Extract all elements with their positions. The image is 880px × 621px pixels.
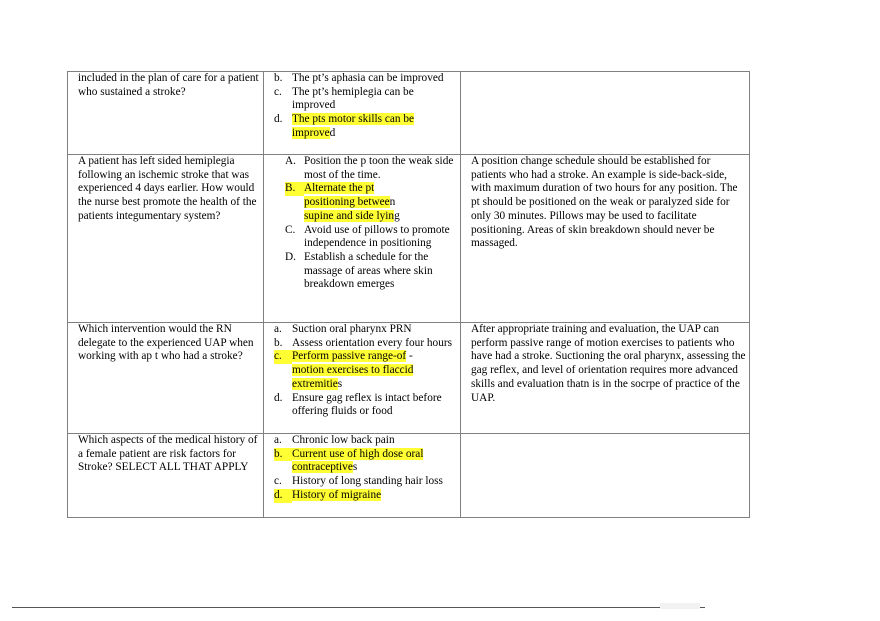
- option-label: d.: [274, 113, 283, 126]
- rationale-cell: [461, 72, 750, 155]
- question-cell: [68, 72, 264, 155]
- option-text-tail: n: [389, 196, 396, 209]
- answer-option-highlighted: [274, 489, 459, 503]
- option-text: Chronic low back pain: [292, 434, 395, 446]
- option-text-tail: d: [329, 126, 336, 139]
- highlighted-text: The pts motor skills can be improve: [292, 113, 415, 139]
- rationale-cell: [461, 155, 750, 323]
- highlighted-text: History of migraine: [292, 488, 382, 501]
- answers-cell: [264, 72, 461, 155]
- question-text: Which intervention would the RN delegate to the experienced UAP when working with ap t who had a stroke?: [78, 323, 254, 363]
- option-text: The pt’s hemiplegia can be improved: [292, 85, 414, 112]
- answer-option-highlighted: [285, 182, 459, 223]
- option-label: c.: [274, 85, 282, 98]
- answer-option: [285, 251, 459, 292]
- option-text: [292, 448, 459, 475]
- option-label: d.: [274, 391, 283, 404]
- option-label: c.: [274, 350, 292, 364]
- answer-option: [274, 72, 459, 86]
- table-row: [68, 72, 750, 155]
- rationale-text: After appropriate training and evaluation, the UAP can perform passive range of motion exercises to patients who have had a stroke. Suctioning the oral pharynx, assessing the gag reflex, and level of orientation requires more advanced skills and evaluation thatn is in the socrpe of practice of the UAP.: [471, 323, 746, 404]
- highlighted-text: supine and side lyin: [304, 209, 395, 222]
- answers-cell: [264, 323, 461, 434]
- option-text: Assess orientation every four hours: [292, 336, 453, 349]
- table-row: [68, 155, 750, 323]
- question-table: [67, 71, 750, 518]
- rationale-cell: [461, 434, 750, 518]
- answer-option: [285, 224, 459, 251]
- answer-option-highlighted: [274, 448, 459, 475]
- highlighted-text: motion exercises to flaccid: [292, 364, 414, 377]
- answer-option: [274, 337, 459, 351]
- option-label: A.: [285, 155, 296, 167]
- question-text: A patient has left sided hemiplegia following an ischemic stroke that was experienced 4 days earlier. How would the nurse best promote the health of the patients integumentary system?: [78, 155, 257, 222]
- answer-option: [274, 323, 459, 337]
- option-text-tail: s: [337, 377, 343, 390]
- option-label: b.: [274, 336, 283, 349]
- question-text: Which aspects of the medical history of a female patient are risk factors for Stroke? SELECT ALL THAT APPLY: [78, 434, 258, 474]
- option-text: History of long standing hair loss: [292, 475, 443, 488]
- option-label: a.: [274, 434, 282, 446]
- option-text: The pt’s aphasia can be improved: [292, 72, 444, 84]
- answer-option: [285, 155, 459, 182]
- question-text: included in the plan of care for a patient who sustained a stroke?: [78, 72, 259, 98]
- option-text: [292, 113, 459, 140]
- option-text: Position the p toon the weak side most of the time.: [304, 155, 454, 181]
- answers-cell: [264, 434, 461, 518]
- option-text-tail: -: [406, 350, 413, 363]
- option-text: Avoid use of pillows to promote independence in positioning: [304, 223, 450, 250]
- highlighted-text: contraceptive: [292, 461, 353, 474]
- option-text: [304, 182, 459, 223]
- rationale-cell: [461, 323, 750, 434]
- answer-option: [274, 475, 459, 489]
- option-label: b.: [274, 72, 283, 84]
- table-row: [68, 323, 750, 434]
- answer-option: [274, 392, 459, 419]
- highlighted-text: Perform passive range-of: [292, 350, 407, 363]
- answer-option: [274, 434, 459, 448]
- option-text: Suction oral pharynx PRN: [292, 323, 412, 335]
- option-label: D.: [285, 250, 296, 263]
- rationale-text: A position change schedule should be established for patients who had a stroke. An example is side-back-side, with maximum duration of two hours for any position. The pt should be positioned on the weak or paralyzed side for only 30 minutes. Pillows may be used to facilitate positioning. Areas of skin breakdown should never be massaged.: [471, 155, 738, 250]
- option-text: Establish a schedule for the massage of areas where skin breakdown emerges: [304, 250, 433, 291]
- highlighted-text: Current use of high dose oral: [292, 447, 424, 460]
- question-cell: [68, 155, 264, 323]
- option-label: a.: [274, 323, 282, 335]
- option-text: [292, 350, 459, 391]
- highlighted-text: positioning betwee: [304, 196, 390, 209]
- option-text: Ensure gag reflex is intact before offering fluids or food: [292, 391, 442, 418]
- answer-option-highlighted: [274, 350, 459, 391]
- option-text: [292, 489, 459, 503]
- table-row: [68, 434, 750, 518]
- option-text-tail: g: [394, 209, 400, 222]
- option-label: b.: [274, 448, 292, 462]
- footer-divider: [12, 607, 705, 608]
- question-cell: [68, 434, 264, 518]
- option-label: d.: [274, 489, 292, 503]
- answer-option-highlighted: [274, 113, 459, 140]
- question-cell: [68, 323, 264, 434]
- highlighted-text: Alternate the pt: [304, 182, 375, 195]
- highlighted-text: extremitie: [292, 377, 338, 390]
- option-label: c.: [274, 475, 282, 488]
- option-label: B.: [285, 182, 304, 196]
- option-text-tail: s: [352, 461, 358, 474]
- answers-cell: [264, 155, 461, 323]
- answer-option: [274, 86, 459, 113]
- faint-footer-mark: [660, 603, 700, 609]
- option-label: C.: [285, 223, 296, 236]
